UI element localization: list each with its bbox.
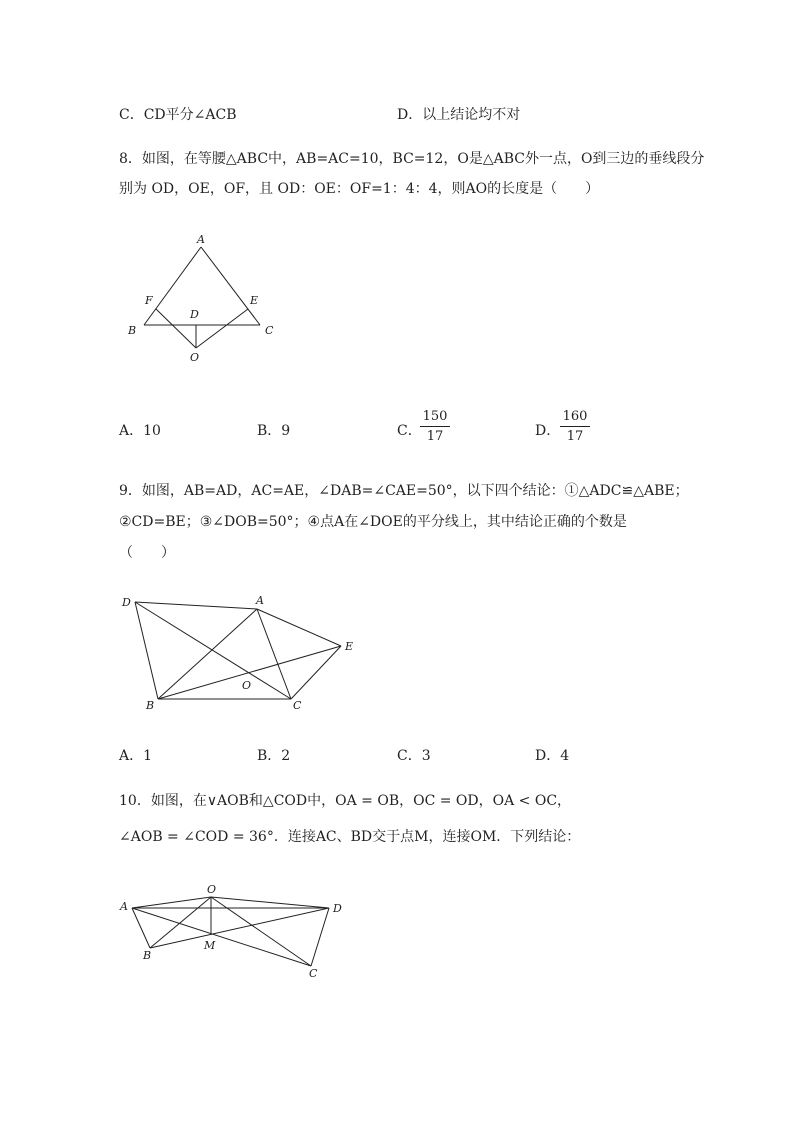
q10-label-O: O (207, 883, 217, 896)
q10-label-M: M (204, 939, 216, 952)
q9-segment-DB (135, 602, 158, 699)
q8-option-d-prefix: D． (535, 423, 561, 439)
q9-stem-line3: （ ） (119, 545, 175, 561)
q9-label-B: B (146, 699, 155, 712)
q8-stem-line2: 别为 OD，OE，OF，且 OD：OE：OF=1：4：4，则AO的长度是（ ） (119, 181, 600, 197)
q10-label-A: A (120, 900, 128, 913)
q10-segment-OD (211, 897, 329, 908)
q9-label-D: D (122, 596, 131, 609)
q8-segment-AC (201, 247, 260, 325)
q8-label-B: B (128, 324, 137, 337)
q9-segment-AE (257, 609, 341, 646)
q9-segment-AB (158, 609, 257, 699)
q8-option-a: A．10 (119, 423, 161, 439)
q9-label-O: O (242, 679, 252, 692)
q10-stem-line2: ∠AOB = ∠COD = 36°．连接AC、BD交于点M，连接OM．下列结论： (119, 829, 581, 845)
q10-label-B: B (143, 949, 152, 962)
q8-segment-EO (196, 309, 248, 348)
q9-segment-AC (257, 609, 291, 699)
q8-label-A: A (197, 233, 205, 246)
q10-segment-AB (132, 908, 150, 948)
q10-segment-OC (211, 897, 311, 966)
q8-option-d-numerator: 160 (560, 409, 590, 427)
q8-label-D: D (190, 308, 199, 321)
q9-label-A: A (256, 594, 264, 607)
q8-segment-FO (156, 309, 196, 348)
q9-segment-CE (291, 646, 341, 699)
q8-label-C: C (265, 324, 274, 337)
q10-stem-line1: 10．如图，在∨AOB和△COD中，OA = OB，OC = OD，OA < OC， (119, 793, 572, 809)
q10-segment-BD (150, 908, 329, 948)
q8-option-d-fraction (560, 409, 590, 444)
q8-option-d-denominator: 17 (566, 429, 584, 444)
q10-label-D: D (333, 902, 342, 915)
q8-option-c-prefix: C． (397, 423, 422, 439)
q9-option-a: A．1 (119, 748, 153, 764)
q8-option-c-numerator: 150 (420, 409, 450, 427)
q9-option-c: C．3 (397, 748, 431, 764)
q8-option-c-denominator: 17 (426, 429, 444, 444)
q9-label-C: C (293, 699, 302, 712)
q8-segment-AB (144, 247, 201, 325)
q8-option-b: B．9 (257, 423, 291, 439)
q8-option-c-fraction (420, 409, 450, 444)
q8-label-F: F (145, 294, 153, 307)
q9-option-b: B．2 (257, 748, 291, 764)
q10-segment-AO (132, 897, 211, 908)
q9-segment-DC (135, 602, 291, 699)
q8-stem-line1: 8．如图，在等腰△ABC中，AB=AC=10，BC=12，O是△ABC外一点，O到三边的垂线段分 (119, 151, 705, 167)
q7-option-c: C．CD平分∠ACB (119, 107, 237, 123)
q10-label-C: C (309, 967, 318, 980)
q10-segment-OB (150, 897, 211, 948)
q8-label-E: E (250, 294, 259, 307)
q10-segment-DC (311, 908, 329, 966)
q8-label-O: O (190, 351, 200, 364)
q9-option-d: D．4 (535, 748, 570, 764)
q9-stem-line2: ②CD=BE；③∠DOB=50°；④点A在∠DOE的平分线上，其中结论正确的个数是 (119, 514, 627, 530)
q9-segment-BE (158, 646, 341, 699)
q10-segment-AC (132, 908, 311, 966)
q9-label-E: E (345, 640, 354, 653)
q9-stem-line1: 9．如图，AB=AD，AC=AE，∠DAB=∠CAE=50°，以下四个结论：①△ADC≌△ABE； (119, 483, 689, 499)
q9-segment-DA (135, 602, 257, 609)
q7-option-d: D．以上结论均不对 (397, 107, 521, 123)
